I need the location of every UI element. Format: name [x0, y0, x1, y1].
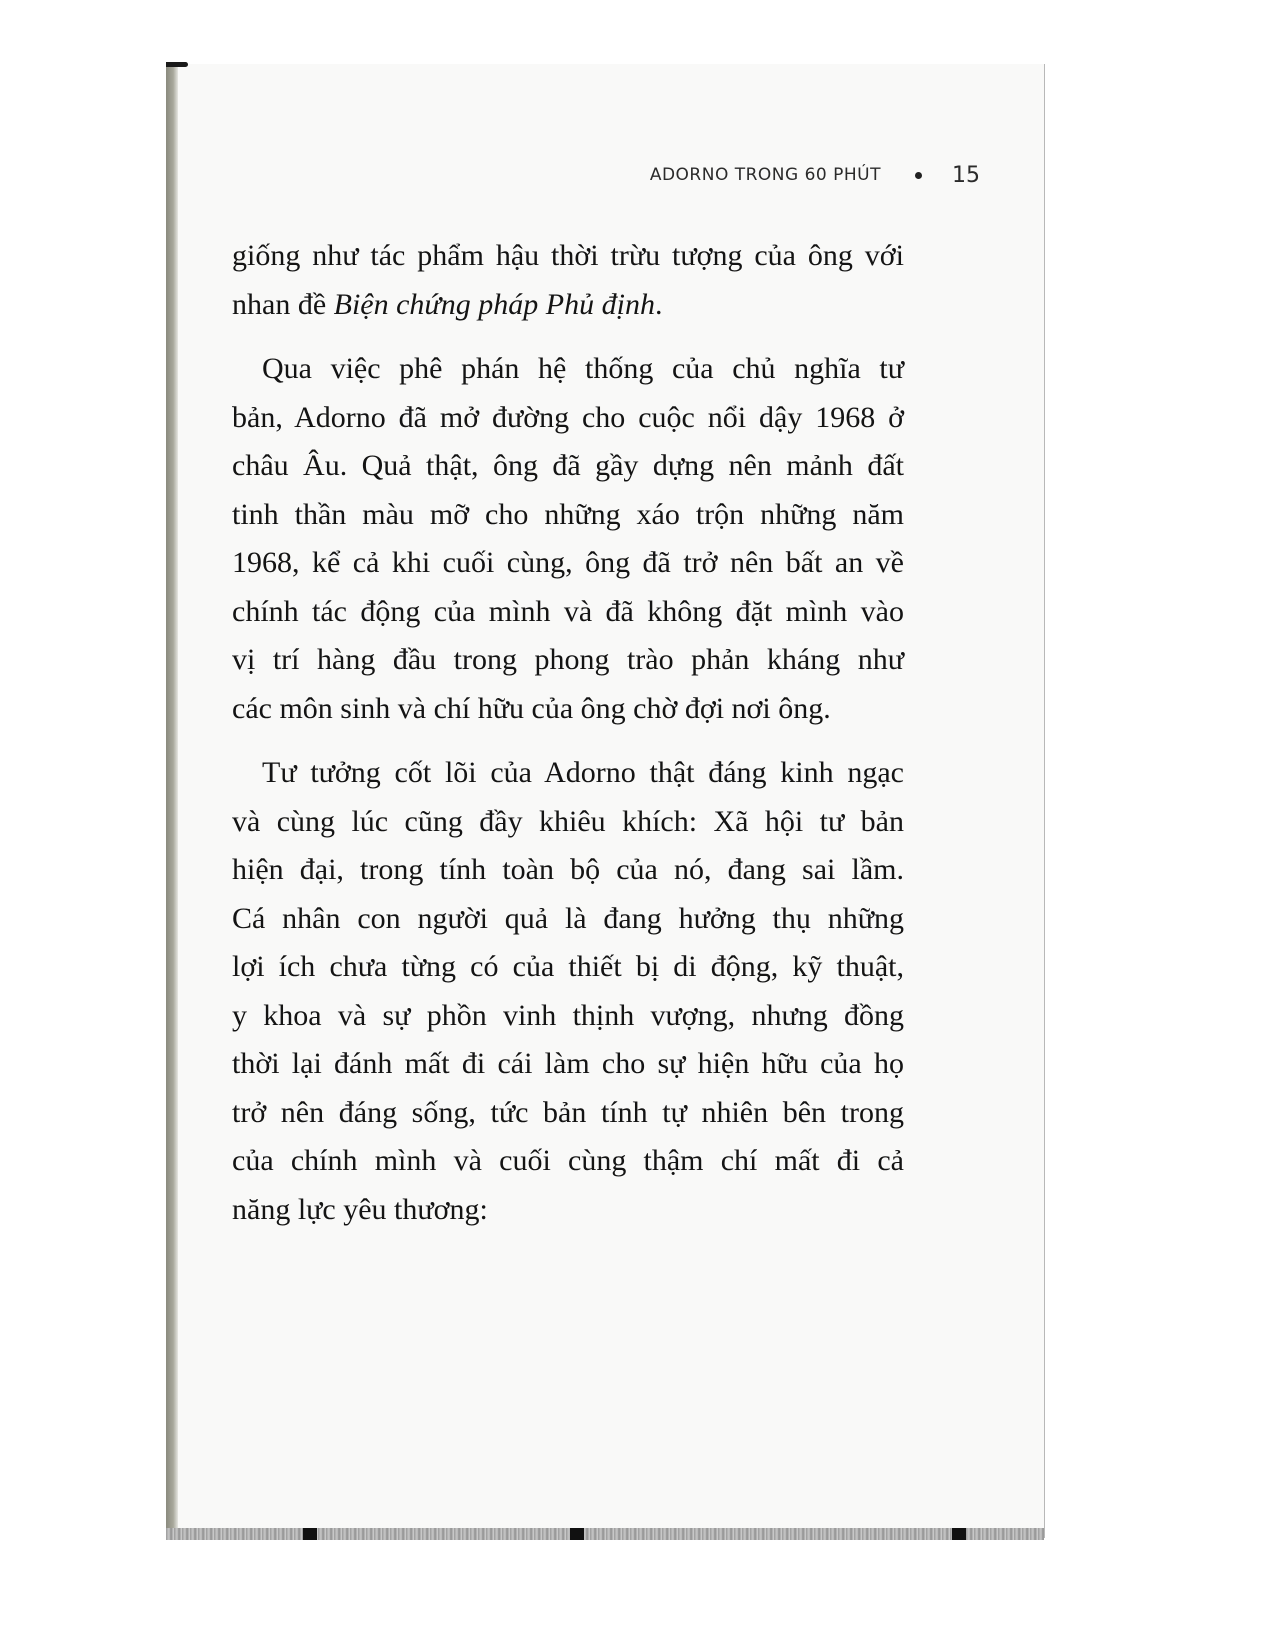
- scan-bottom-mark: [570, 1528, 584, 1540]
- body-text: [232, 232, 904, 1234]
- bullet-icon: [915, 172, 922, 179]
- text-line: Qua việc phê phán hệ thống của chủ nghĩa tư: [262, 352, 904, 385]
- paragraph-gap: [232, 329, 904, 345]
- text-line: vị trí hàng đầu trong phong trào phản kháng như: [232, 643, 904, 676]
- scan-bottom-mark: [303, 1528, 317, 1540]
- text-line: Cá nhân con người quả là đang hưởng thụ những: [232, 901, 904, 935]
- text-line: châu Âu. Quả thật, ông đã gầy dựng nên mảnh đất: [232, 449, 904, 482]
- text-line: chính tác động của mình và đã không đặt mình vào: [232, 594, 904, 628]
- paragraph: [232, 232, 904, 329]
- text-line: 1968, kể cả khi cuối cùng, ông đã trở nên bất an về: [232, 546, 904, 579]
- text-line: hiện đại, trong tính toàn bộ của nó, đang sai lầm.: [232, 853, 904, 886]
- text-line: [232, 281, 904, 330]
- page-number: 15: [952, 162, 980, 188]
- text-line: các môn sinh và chí hữu của ông chờ đợi nơi ông.: [232, 691, 831, 725]
- text-line: thời lại đánh mất đi cái làm cho sự hiện hữu của họ: [232, 1047, 904, 1080]
- running-title: ADORNO TRONG 60 PHÚT: [649, 165, 881, 185]
- text-line: lợi ích chưa từng có của thiết bị di động, kỹ thuật,: [232, 950, 904, 983]
- text-line: y khoa và sự phồn vinh thịnh vượng, nhưng đồng: [232, 998, 904, 1032]
- scan-bottom-edge: [166, 1528, 1044, 1540]
- text-line: bản, Adorno đã mở đường cho cuộc nổi dậy 1968 ở: [232, 400, 904, 434]
- text-line: tinh thần màu mỡ cho những xáo trộn những năm: [232, 497, 904, 531]
- book-title-italic: Biện chứng pháp Phủ định: [333, 287, 655, 321]
- text-run: .: [654, 287, 663, 321]
- paragraph-gap: [232, 733, 904, 749]
- text-line: trở nên đáng sống, tức bản tính tự nhiên bên trong: [232, 1095, 904, 1129]
- running-header: [600, 160, 980, 190]
- text-line: giống như tác phẩm hậu thời trừu tượng của ông với: [232, 239, 904, 272]
- text-line: năng lực yêu thương:: [232, 1192, 488, 1226]
- scan-corner-mark: [166, 62, 188, 67]
- text-line: của chính mình và cuối cùng thậm chí mất đi cả: [232, 1144, 904, 1177]
- scan-bottom-mark: [952, 1528, 966, 1540]
- text-run: nhan đề: [232, 287, 334, 321]
- paragraph: [232, 345, 904, 733]
- paragraph: [232, 749, 904, 1234]
- page-binding-edge: [166, 66, 178, 1538]
- text-line: và cùng lúc cũng đầy khiêu khích: Xã hội tư bản: [232, 804, 904, 838]
- text-line: Tư tưởng cốt lõi của Adorno thật đáng kinh ngạc: [262, 756, 904, 789]
